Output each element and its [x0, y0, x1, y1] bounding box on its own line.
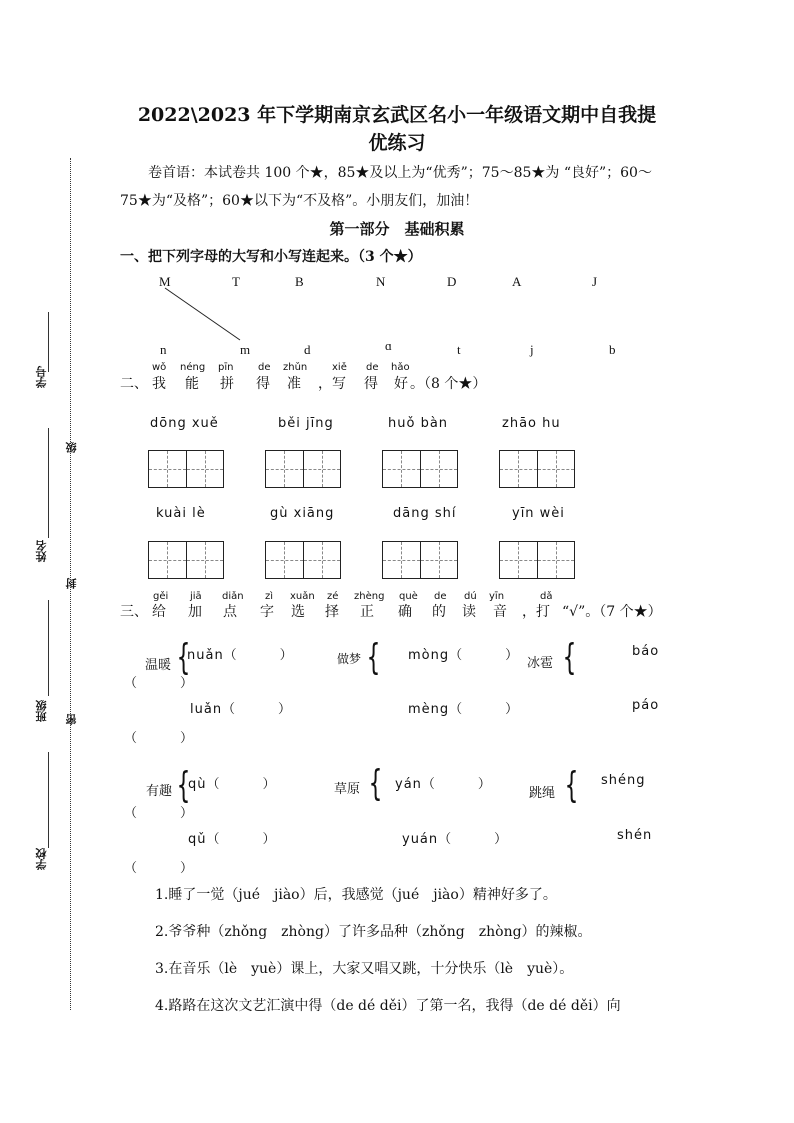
pinyin-annotation: de	[258, 362, 271, 373]
word-bingbao: 冰雹	[527, 656, 554, 671]
pinyin-annotation: néng	[180, 362, 206, 373]
pinyin-word: kuài lè	[156, 506, 206, 521]
pinyin-annotation: zhǔn	[283, 362, 308, 373]
pinyin-annotation: xiě	[332, 362, 347, 373]
option-pinyin[interactable]: shéng	[601, 773, 646, 788]
word-youqu: 有趣	[146, 784, 173, 799]
title-char: 点	[223, 604, 237, 620]
title-char: 得	[256, 376, 270, 392]
answer-paren[interactable]: （ ）	[124, 861, 195, 876]
answer-paren[interactable]: （ ）	[124, 806, 195, 821]
q3-points: “√”。（7 个★）	[562, 604, 662, 620]
title-char: 读	[462, 604, 476, 620]
title-char: 确	[398, 604, 412, 620]
intro-line1: 卷首语：本试卷共 100 个★，85★及以上为“优秀”；75～85★为 “良好”；60～	[148, 165, 652, 181]
sentence-1: 1.睡了一觉（jué jiào）后，我感觉（jué jiào）精神好多了。	[155, 887, 557, 903]
brace-icon: {	[366, 637, 381, 678]
title-char: 字	[260, 604, 274, 620]
title-char: 准	[287, 376, 301, 392]
pinyin-annotation: gěi	[153, 591, 169, 602]
option-pinyin[interactable]: mèng（ ）	[408, 702, 520, 717]
title-char: 的	[432, 604, 446, 620]
upper-letter: T	[232, 274, 240, 289]
pinyin-annotation: hǎo	[391, 362, 410, 373]
lower-letter: n	[160, 342, 167, 357]
writing-grid[interactable]	[499, 541, 575, 579]
class-label: 班级	[35, 700, 48, 722]
title-char: 能	[185, 376, 199, 392]
pinyin-word: dōng xuě	[150, 416, 219, 431]
answer-paren[interactable]: （ ）	[124, 731, 195, 746]
brace-icon: {	[176, 637, 191, 678]
pinyin-annotation: zì	[265, 591, 274, 602]
pinyin-annotation: de	[366, 362, 379, 373]
q2-number: 二、	[120, 376, 148, 392]
writing-grid[interactable]	[382, 450, 458, 488]
class-blank	[48, 600, 49, 696]
seal-char-ji: 级	[65, 442, 78, 453]
option-pinyin[interactable]: yán（ ）	[395, 777, 492, 792]
title-char: 给	[152, 604, 166, 620]
pinyin-word: běi jīng	[278, 416, 334, 431]
title-char: 好	[394, 376, 408, 392]
upper-letter: N	[376, 274, 386, 289]
writing-grid[interactable]	[265, 450, 341, 488]
option-pinyin[interactable]: yuán（ ）	[402, 832, 509, 847]
name-label: 姓名	[35, 540, 48, 562]
option-pinyin[interactable]: qǔ（ ）	[188, 832, 277, 847]
pinyin-annotation: zé	[327, 591, 339, 602]
writing-grid[interactable]	[382, 541, 458, 579]
title-char: ，写	[318, 376, 346, 392]
pinyin-word: huǒ bàn	[388, 416, 449, 431]
title-char: 加	[188, 604, 202, 620]
title-char: 拼	[220, 376, 234, 392]
school-label: 学校	[35, 848, 48, 870]
pinyin-annotation: zhèng	[354, 591, 385, 602]
upper-letter: D	[447, 274, 457, 289]
option-pinyin[interactable]: shén	[617, 828, 653, 843]
sentence-2: 2.爷爷种（zhǒng zhòng）了许多品种（zhǒng zhòng）的辣椒。	[155, 924, 592, 940]
upper-letter: M	[159, 274, 171, 289]
writing-grid[interactable]	[148, 450, 224, 488]
seal-char-mi: 密	[65, 714, 78, 725]
pinyin-word: yīn wèi	[512, 506, 565, 521]
pinyin-word: dāng shí	[393, 506, 457, 521]
pinyin-annotation: què	[399, 591, 418, 602]
lower-letter: ɑ	[385, 338, 392, 353]
lower-letter: b	[609, 342, 616, 357]
q2-points: 。（8 个★）	[410, 376, 487, 392]
lower-letter: j	[530, 342, 534, 357]
name-blank	[48, 428, 49, 538]
title-char: 选	[291, 604, 305, 620]
title-char: 得	[364, 376, 378, 392]
pinyin-annotation: dǎ	[540, 591, 553, 602]
title-char: ，打	[522, 604, 550, 620]
pinyin-word: gù xiāng	[270, 506, 335, 521]
pinyin-word: zhāo hu	[502, 416, 561, 431]
sentence-3: 3.在音乐（lè yuè）课上，大家又唱又跳，十分快乐（lè yuè）。	[155, 961, 574, 977]
lower-letter: t	[457, 342, 461, 357]
option-pinyin[interactable]: páo	[632, 698, 660, 713]
option-pinyin[interactable]: qù（ ）	[188, 777, 277, 792]
answer-paren[interactable]: （ ）	[124, 676, 195, 691]
writing-grid[interactable]	[499, 450, 575, 488]
pinyin-annotation: diǎn	[222, 591, 244, 602]
brace-icon: {	[368, 763, 383, 804]
title-char: 音	[493, 604, 507, 620]
seal-char-feng: 封	[65, 578, 78, 589]
lower-letter: d	[304, 342, 311, 357]
sentence-4: 4.路路在这次文艺汇演中得（de dé děi）了第一名，我得（de dé děi）向	[155, 998, 621, 1014]
document-title-line2: 优练习	[368, 132, 426, 154]
brace-icon: {	[176, 765, 191, 806]
pinyin-annotation: wǒ	[152, 362, 167, 373]
school-blank	[48, 752, 49, 848]
pinyin-annotation: dú	[464, 591, 477, 602]
upper-letter: A	[512, 274, 522, 289]
pinyin-annotation: yīn	[489, 591, 505, 602]
brace-icon: {	[562, 637, 577, 678]
part1-heading: 第一部分 基础积累	[329, 220, 465, 238]
upper-letter: B	[295, 274, 304, 289]
intro-line2: 75★为“及格”；60★以下为“不及格”。小朋友们，加油！	[120, 193, 479, 209]
word-zuomeng: 做梦	[337, 652, 362, 666]
pinyin-annotation: pīn	[218, 362, 234, 373]
option-pinyin[interactable]: nuǎn（ ）	[187, 648, 294, 663]
document-title-line1: 2022\2023 年下学期南京玄武区名小一年级语文期中自我提	[137, 104, 657, 126]
word-caoyuan: 草原	[334, 782, 361, 797]
lower-letter: m	[240, 342, 251, 357]
writing-grid[interactable]	[148, 541, 224, 579]
q1-example-connector-line	[0, 0, 794, 400]
word-wennuan: 温暖	[145, 658, 172, 673]
pinyin-annotation: xuǎn	[290, 591, 315, 602]
option-pinyin[interactable]: báo	[632, 644, 660, 659]
option-pinyin[interactable]: luǎn（ ）	[190, 702, 293, 717]
writing-grid[interactable]	[265, 541, 341, 579]
q3-number: 三、	[120, 604, 148, 620]
title-char: 择	[325, 604, 339, 620]
student-id-label: 学号	[35, 366, 48, 388]
pinyin-annotation: de	[434, 591, 447, 602]
title-char: 正	[360, 604, 374, 620]
brace-icon: {	[564, 765, 579, 806]
pinyin-annotation: jiā	[190, 591, 202, 602]
word-tiaosheng: 跳绳	[529, 786, 556, 801]
option-pinyin[interactable]: mòng（ ）	[408, 648, 520, 663]
q1-title: 一、把下列字母的大写和小写连起来。（3 个★）	[120, 249, 422, 265]
upper-letter: J	[592, 274, 598, 289]
title-char: 我	[152, 376, 166, 392]
